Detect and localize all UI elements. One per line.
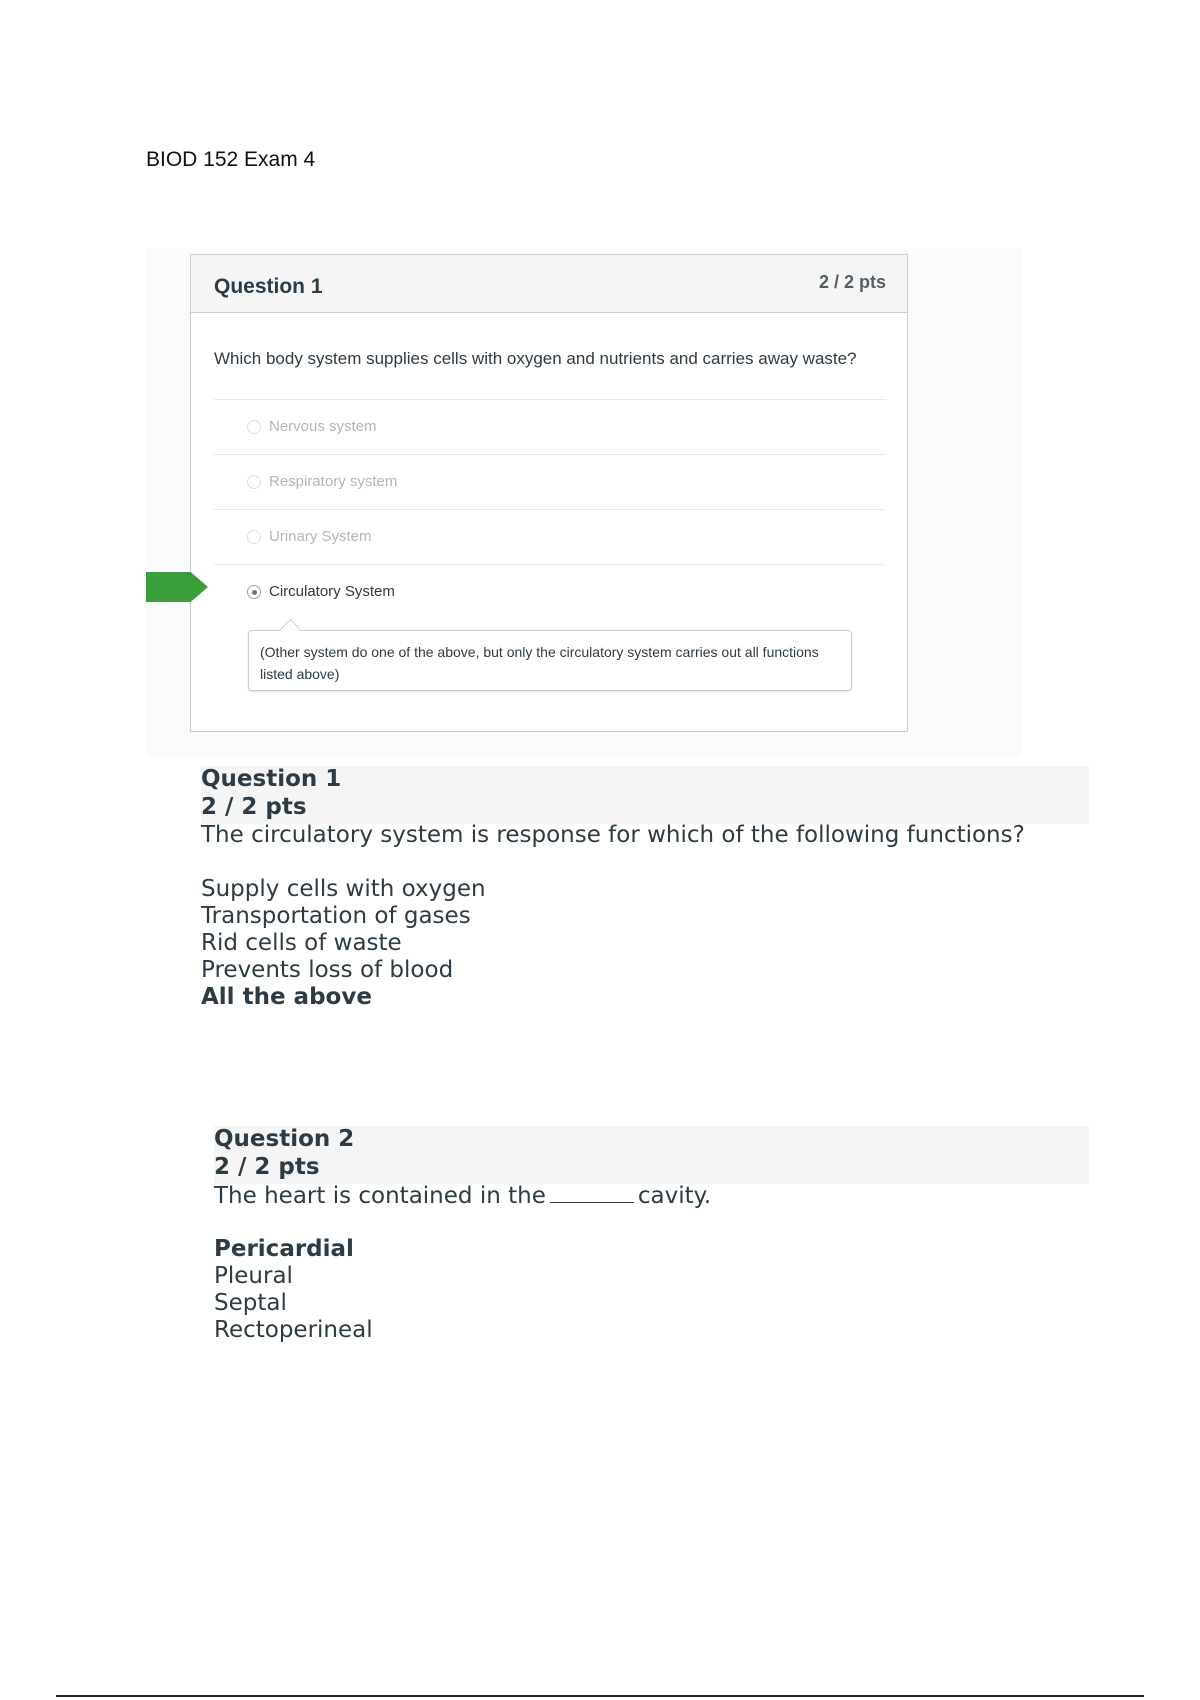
answer-label: Urinary System — [269, 528, 372, 545]
comment-text: (Other system do one of the above, but only the circulatory system carries out all functions listed above) — [260, 644, 819, 682]
answer-label: Nervous system — [269, 418, 377, 435]
question-points: 2 / 2 pts — [214, 1154, 320, 1180]
option-1: Supply cells with oxygen — [201, 876, 486, 902]
question-points: 2 / 2 pts — [818, 272, 886, 292]
answer-label: Circulatory System — [269, 583, 395, 600]
radio-button[interactable] — [247, 530, 261, 544]
answer-option[interactable] — [214, 454, 886, 509]
answer-label: Respiratory system — [269, 473, 398, 490]
document-title: BIOD 152 Exam 4 — [146, 148, 316, 171]
option-2: Transportation of gases — [201, 903, 471, 929]
question-text: Which body system supplies cells with oxygen and nutrients and carries away waste? — [214, 349, 857, 368]
option-4: Rectoperineal — [214, 1317, 373, 1343]
option-3: Rid cells of waste — [201, 930, 402, 956]
answer-comment — [248, 630, 852, 691]
question-header — [191, 255, 907, 313]
question-title: Question 1 — [201, 766, 342, 792]
fill-in-blank — [550, 1182, 634, 1203]
question-text: The circulatory system is response for which of the following functions? — [201, 822, 1025, 848]
option-3: Septal — [214, 1290, 287, 1316]
radio-button-selected[interactable] — [247, 585, 261, 599]
question-title: Question 2 — [214, 1126, 355, 1152]
radio-button[interactable] — [247, 420, 261, 434]
footer-rule — [56, 1695, 1144, 1697]
question-text-after: cavity. — [637, 1183, 712, 1209]
question-text — [214, 1182, 711, 1209]
question-title: Question 1 — [214, 275, 323, 298]
option-4: Prevents loss of blood — [201, 957, 454, 983]
radio-button[interactable] — [247, 475, 261, 489]
answer-option-selected[interactable] — [214, 564, 886, 619]
question-points: 2 / 2 pts — [201, 794, 307, 820]
option-2: Pleural — [214, 1263, 293, 1289]
option-5-correct: All the above — [201, 984, 372, 1010]
option-1-correct: Pericardial — [214, 1236, 354, 1262]
answer-option[interactable] — [214, 399, 886, 454]
question-text-before: The heart is contained in the — [214, 1183, 546, 1209]
answer-option[interactable] — [214, 509, 886, 564]
